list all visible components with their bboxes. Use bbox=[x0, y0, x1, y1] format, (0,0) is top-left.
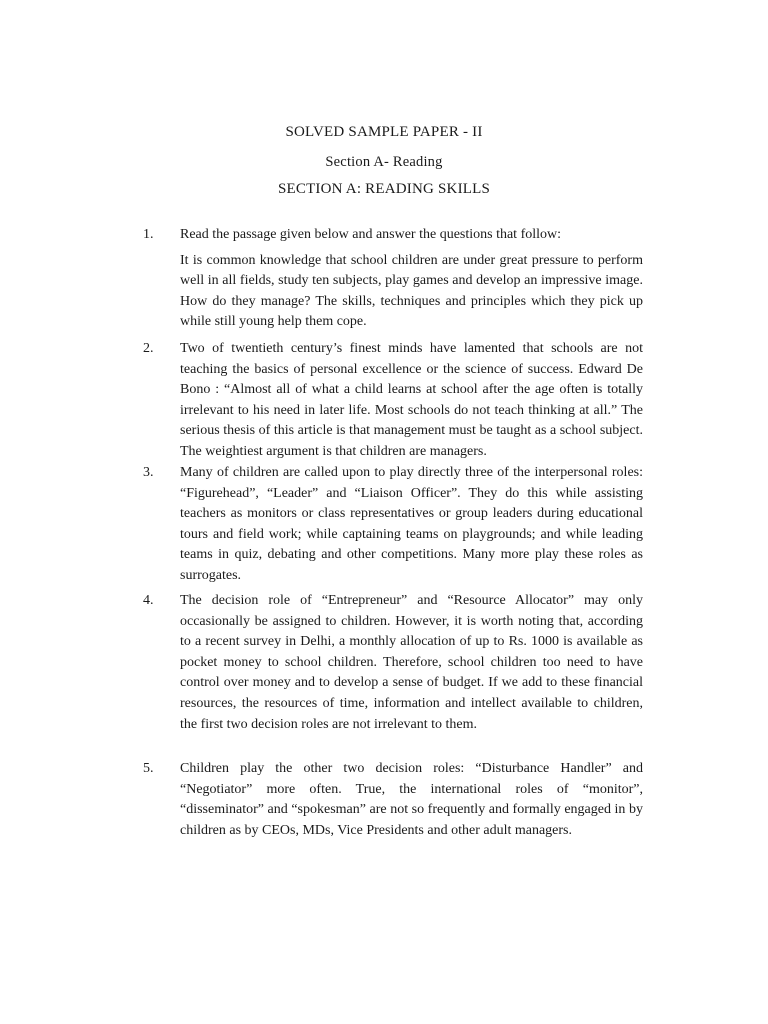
item-body bbox=[180, 339, 643, 463]
item-number: 2. bbox=[143, 341, 154, 356]
section-subtitle: Section A- Reading bbox=[325, 154, 443, 170]
item-number: 1. bbox=[143, 227, 154, 242]
paragraph-text: Many of children are called upon to play directly three of the interpersonal roles: “Figurehead”, “Leader” and “Liaison Officer”. They do this while assisting teachers as monitors or class representatives or group leaders during educational tours and field work; while captaining teams on playgrounds; and while leading teams in quiz, debating and other competitions. Many more play these roles as surrogates. bbox=[180, 465, 643, 583]
item-number: 3. bbox=[143, 465, 154, 480]
paragraph-text: Two of twentieth century’s finest minds have lamented that schools are not teaching the basics of personal excellence or the science of success. Edward De Bono : “Almost all of what a child learns at school after the age often is totally irrelevant to his need in later life. Most schools do not teach thinking at all.” The serious thesis of this article is that management must be taught as a school subject. The weightiest argument is that children are managers. bbox=[180, 341, 643, 459]
paper-title: SOLVED SAMPLE PAPER - II bbox=[285, 124, 483, 140]
item-number: 5. bbox=[143, 761, 154, 776]
item-body bbox=[180, 225, 643, 333]
item-number: 4. bbox=[143, 593, 154, 608]
item-body bbox=[180, 759, 643, 841]
paragraph-text: Children play the other two decision roles: “Disturbance Handler” and “Negotiator” more often. True, the international roles of “monitor”, “disseminator” and “spokesman” are not so frequently and formally engaged in by children as by CEOs, MDs, Vice Presidents and other adult managers. bbox=[180, 761, 643, 838]
section-heading: SECTION A: READING SKILLS bbox=[277, 181, 491, 197]
instruction-text: Read the passage given below and answer the questions that follow: bbox=[180, 227, 562, 242]
item-body bbox=[180, 463, 643, 587]
paragraph-text: It is common knowledge that school children are under great pressure to perform well in all fields, study ten subjects, play games and develop an impressive image. How do they manage? The skills, techniques and principles which they pick up while still young help them cope. bbox=[180, 252, 643, 330]
paragraph-text: The decision role of “Entrepreneur” and “Resource Allocator” may only occasionally be assigned to children. However, it is worth noting that, according to a recent survey in Delhi, a monthly allocation of up to Rs. 1000 is available as pocket money to school children. Therefore, school children too need to have control over money and to develop a sense of budget. If we add to these financial resources, the resources of time, information and intellect available to children, the first two decision roles are not irrelevant to them. bbox=[180, 593, 643, 732]
item-body bbox=[180, 591, 643, 735]
